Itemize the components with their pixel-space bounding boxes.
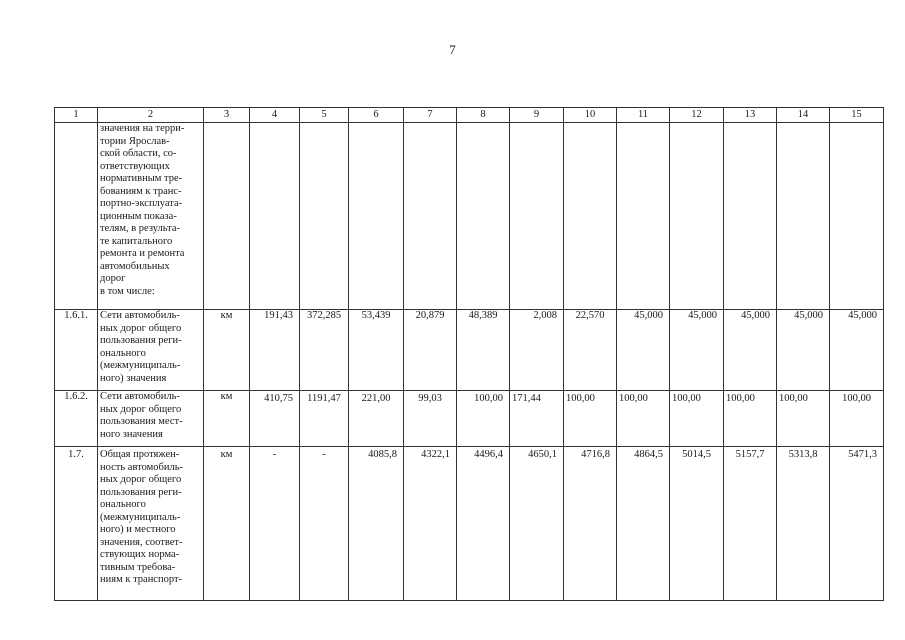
description-line: пользования мест- [100, 416, 183, 427]
value-cell: 4864,5 [617, 447, 670, 601]
value-cell: 5313,8 [777, 447, 830, 601]
description-line: ного значения [100, 428, 163, 440]
column-header: 5 [300, 108, 349, 123]
value-cell: 100,00 [724, 391, 777, 447]
description-line: портно-эксплуата- [100, 198, 183, 209]
description-line: тории Ярослав- [100, 135, 170, 147]
value-cell: 100,00 [830, 391, 884, 447]
description-line: пользования реги- [100, 335, 182, 346]
column-header: 3 [204, 108, 250, 123]
row-number: 1.6.1. [55, 310, 98, 391]
value-cell [617, 123, 670, 310]
value-cell: - [300, 447, 349, 601]
column-header: 15 [830, 108, 884, 123]
value-cell: 20,879 [404, 310, 457, 391]
value-cell [404, 123, 457, 310]
table-row [55, 123, 884, 310]
column-header: 13 [724, 108, 777, 123]
description-line: нормативным тре- [100, 173, 183, 184]
value-cell: 100,00 [617, 391, 670, 447]
value-cell: 2,008 [510, 310, 564, 391]
description-line: ответствующих [100, 160, 170, 172]
row-description [98, 310, 204, 391]
description-line: ремонта и ремонта [100, 248, 185, 259]
value-cell: 4496,4 [457, 447, 510, 601]
value-cell [349, 123, 404, 310]
row-number: 1.6.2. [55, 391, 98, 447]
row-unit: км [204, 391, 250, 447]
description-line: ного) значения [100, 372, 167, 384]
description-line: бованиям к транс- [100, 185, 182, 197]
value-cell: - [250, 447, 300, 601]
data-table [54, 107, 884, 601]
column-header: 11 [617, 108, 670, 123]
value-cell: 4650,1 [510, 447, 564, 601]
value-cell: 5471,3 [830, 447, 884, 601]
value-cell: 22,570 [564, 310, 617, 391]
description-line: Сети автомобиль- [100, 310, 180, 321]
description-line: Сети автомобиль- [100, 391, 180, 402]
value-cell: 1191,47 [300, 391, 349, 447]
value-cell: 100,00 [777, 391, 830, 447]
value-cell [670, 123, 724, 310]
value-cell: 45,000 [777, 310, 830, 391]
description-line: онального [100, 347, 146, 359]
description-line: ных дорог общего [100, 322, 182, 334]
description-line: ской области, со- [100, 148, 177, 159]
column-header: 10 [564, 108, 617, 123]
row-unit [204, 123, 250, 310]
description-line: онального [100, 499, 146, 510]
column-header: 6 [349, 108, 404, 123]
description-line: ствующих норма- [100, 549, 180, 560]
value-cell: 5014,5 [670, 447, 724, 601]
row-unit: км [204, 447, 250, 601]
description-line: ных дорог общего [100, 474, 182, 485]
value-cell: 4322,1 [404, 447, 457, 601]
column-header: 2 [98, 108, 204, 123]
value-cell [250, 123, 300, 310]
row-description [98, 447, 204, 601]
value-cell: 4085,8 [349, 447, 404, 601]
header-row [55, 108, 884, 123]
value-cell [777, 123, 830, 310]
description-line: (межмуниципаль- [100, 511, 181, 523]
description-line: дорог [100, 273, 126, 284]
table-row [55, 310, 884, 391]
value-cell: 45,000 [670, 310, 724, 391]
value-cell: 99,03 [404, 391, 457, 447]
description-line: ниям к транспорт- [100, 574, 183, 585]
value-cell: 372,285 [300, 310, 349, 391]
value-cell [457, 123, 510, 310]
value-cell: 221,00 [349, 391, 404, 447]
value-cell: 48,389 [457, 310, 510, 391]
value-cell: 4716,8 [564, 447, 617, 601]
value-cell [510, 123, 564, 310]
description-line: значения на терри- [100, 123, 185, 134]
page-number: 7 [449, 42, 456, 57]
row-number: 1.7. [55, 447, 98, 601]
description-line: тивным требова- [100, 561, 176, 573]
description-line: те капитального [100, 235, 173, 247]
description-line: значения, соответ- [100, 536, 183, 548]
value-cell: 410,75 [250, 391, 300, 447]
value-cell: 45,000 [830, 310, 884, 391]
table-row [55, 391, 884, 447]
value-cell [300, 123, 349, 310]
value-cell: 191,43 [250, 310, 300, 391]
value-cell: 100,00 [670, 391, 724, 447]
row-unit: км [204, 310, 250, 391]
description-line: ность автомобиль- [100, 461, 184, 473]
row-description [98, 391, 204, 447]
value-cell: 100,00 [457, 391, 510, 447]
table-row [55, 447, 884, 601]
column-header: 9 [510, 108, 564, 123]
column-header: 14 [777, 108, 830, 123]
description-line: автомобильных [100, 260, 170, 272]
description-line: телям, в результа- [100, 223, 181, 234]
value-cell: 53,439 [349, 310, 404, 391]
column-header: 7 [404, 108, 457, 123]
column-header: 8 [457, 108, 510, 123]
value-cell [724, 123, 777, 310]
description-line: в том числе: [100, 285, 155, 297]
value-cell: 100,00 [564, 391, 617, 447]
description-line: ных дорог общего [100, 403, 182, 415]
value-cell: 171,44 [510, 391, 564, 447]
column-header: 4 [250, 108, 300, 123]
description-line: Общая протяжен- [100, 449, 180, 460]
column-header: 1 [55, 108, 98, 123]
value-cell: 45,000 [617, 310, 670, 391]
description-line: (межмуниципаль- [100, 360, 181, 371]
column-header: 12 [670, 108, 724, 123]
value-cell [564, 123, 617, 310]
row-description [98, 123, 204, 310]
description-line: ного) и местного [100, 524, 176, 535]
value-cell [830, 123, 884, 310]
description-line: ционным показа- [100, 210, 177, 222]
value-cell: 5157,7 [724, 447, 777, 601]
value-cell: 45,000 [724, 310, 777, 391]
description-line: пользования реги- [100, 486, 182, 498]
row-number [55, 123, 98, 310]
